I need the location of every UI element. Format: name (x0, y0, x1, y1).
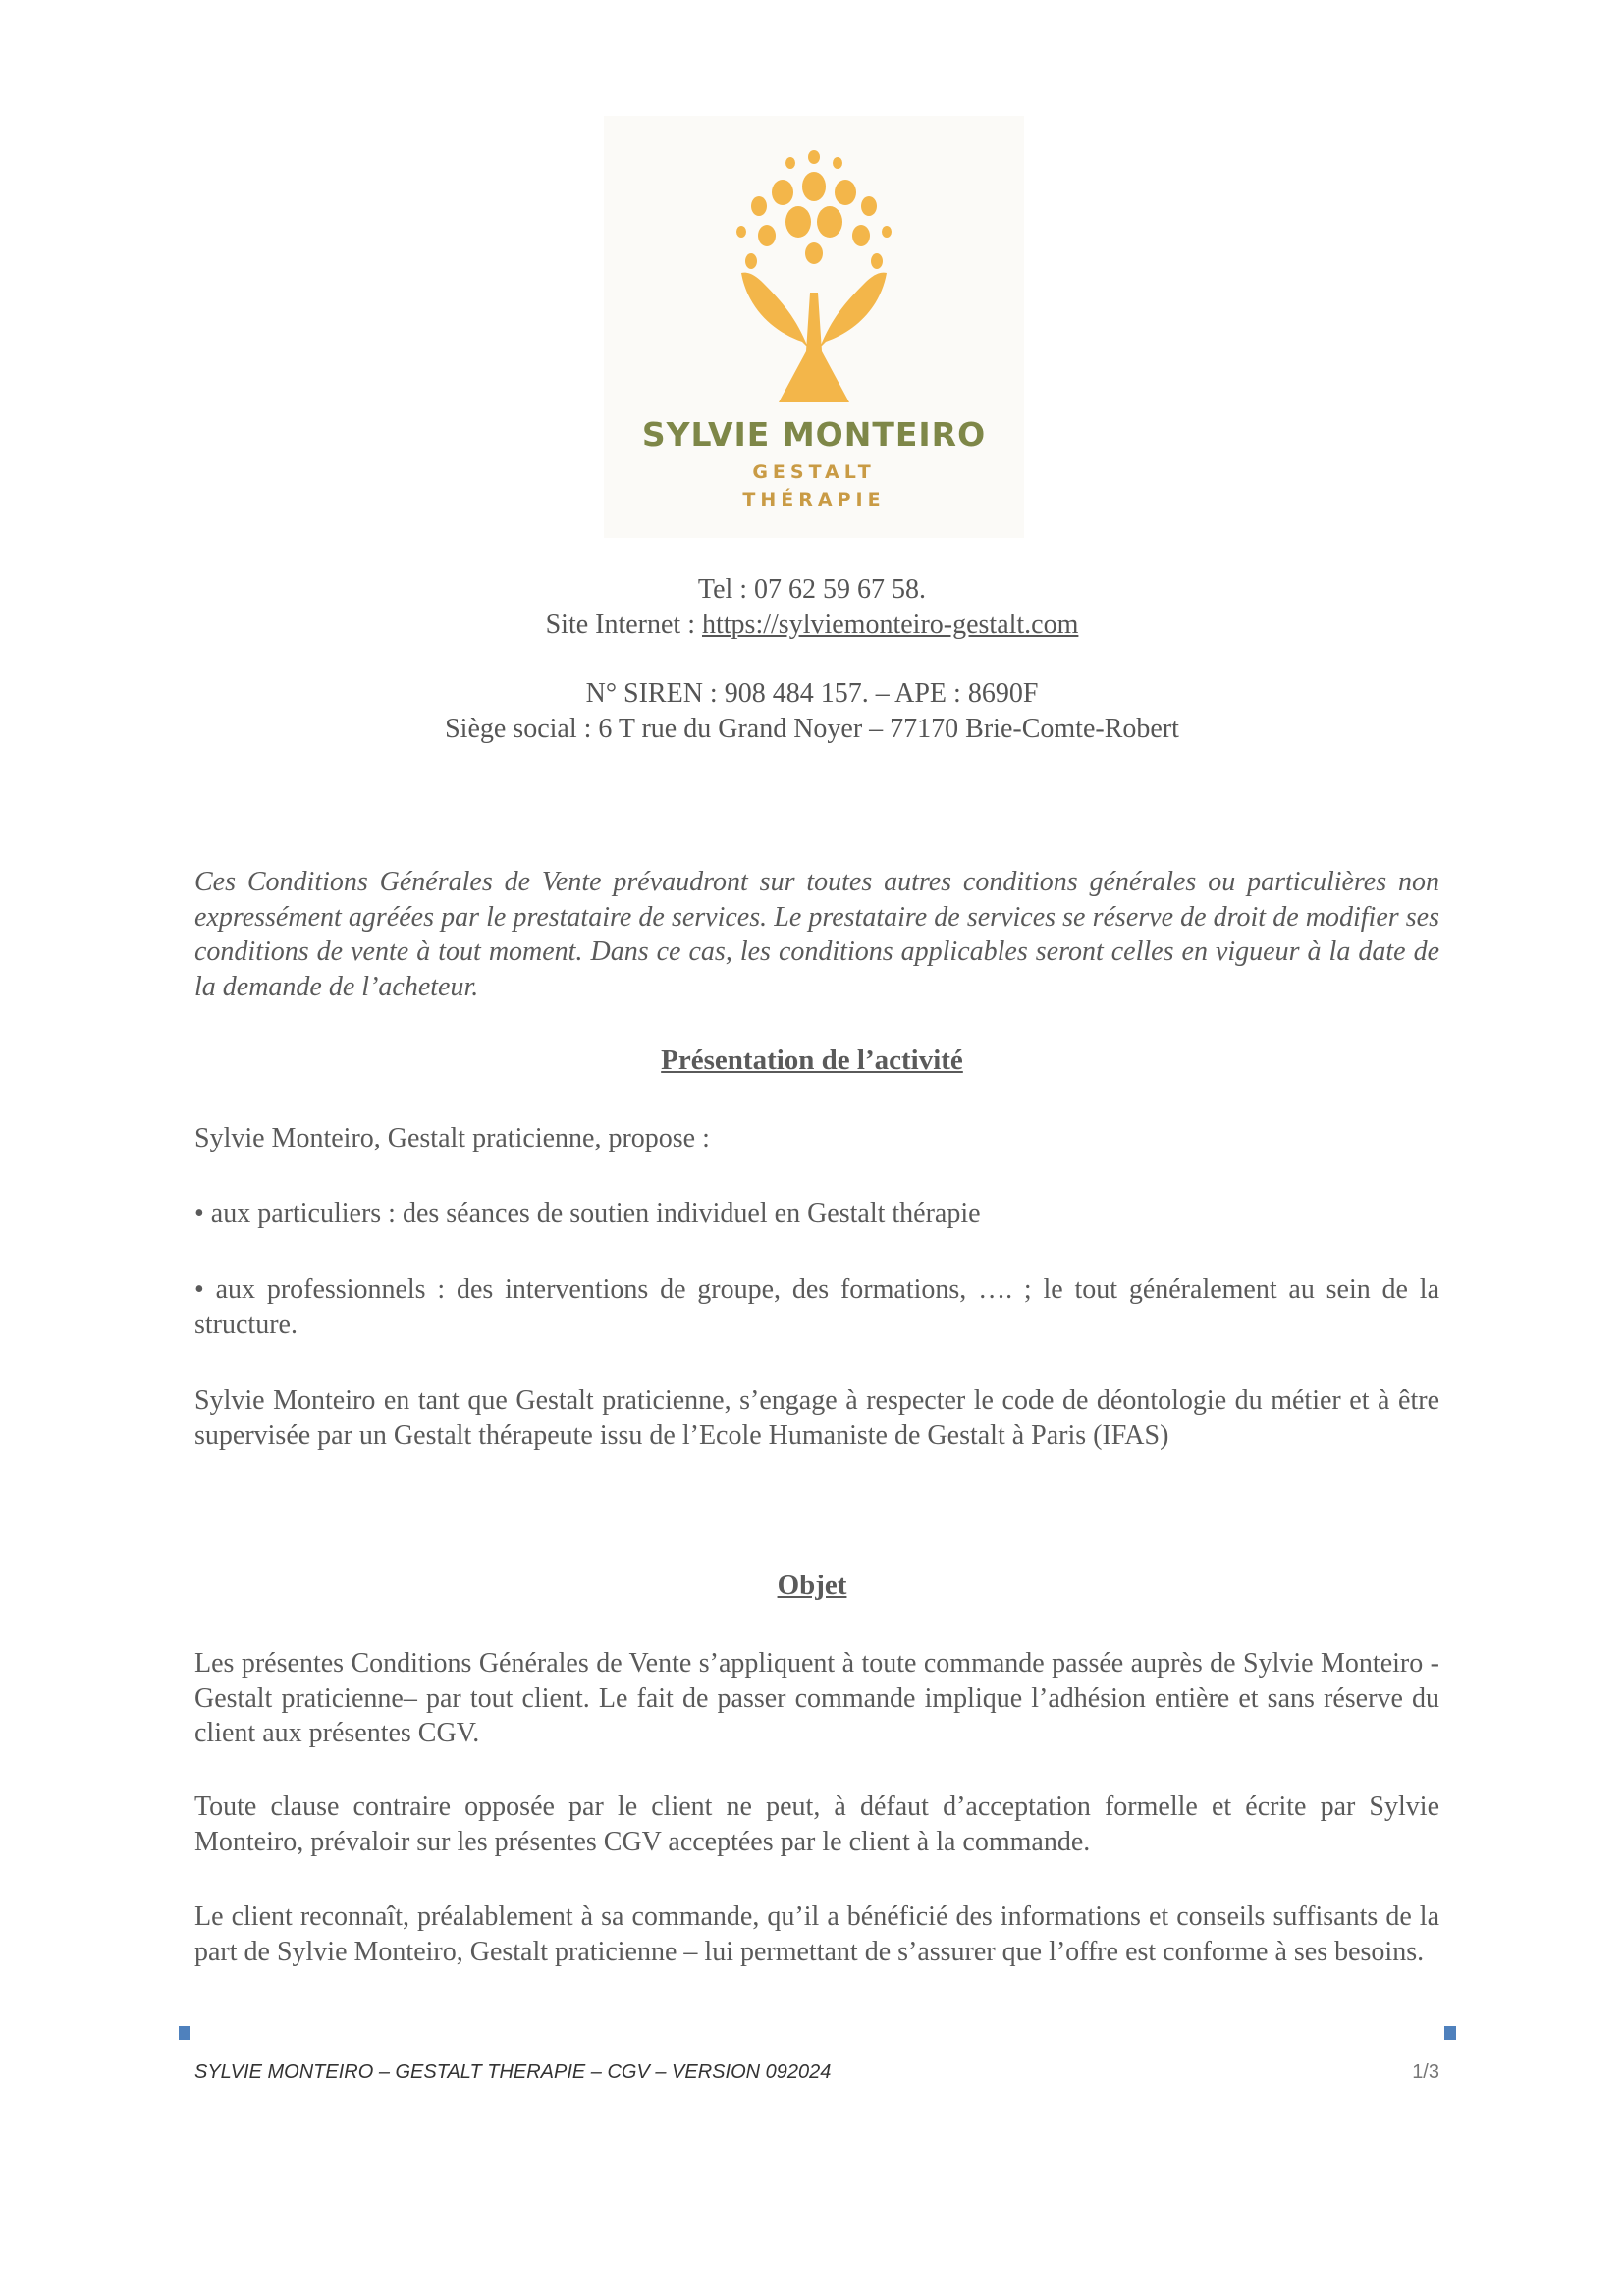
page-number: 1/3 (1412, 2061, 1439, 2083)
objet-p1: Les présentes Conditions Générales de Vente s’appliquent à toute commande passée auprès de Sylvie Monteiro - Gestalt praticienne– par tout client. Le fait de passer commande implique l’adhésion entière et sans réserve du client aux présentes CGV. (194, 1648, 1439, 1748)
contact-siege: Siège social : 6 T rue du Grand Noyer – 77170 Brie-Comte-Robert (445, 714, 1179, 744)
presentation-p3: • aux professionnels : des interventions de groupe, des formations, …. ; le tout généralement au sein de la structure. (194, 1274, 1439, 1340)
objet-p2: Toute clause contraire opposée par le client ne peut, à défaut d’acceptation formelle et écrite par Sylvie Monteiro, prévaloir sur les présentes CGV acceptées par le client à la commande. (194, 1791, 1439, 1857)
logo-subtitle-gestalt: GESTALT (752, 461, 876, 483)
contact-site (0, 608, 1624, 643)
margin-marker-left (179, 2026, 190, 2040)
contact-siren: N° SIREN : 908 484 157. – APE : 8690F (585, 678, 1039, 709)
presentation-p4: Sylvie Monteiro en tant que Gestalt praticienne, s’engage à respecter le code de déontologie du métier et à être supervisée par un Gestalt thérapeute issu de l’Ecole Humaniste de Gestalt à Paris (IFAS) (194, 1385, 1439, 1451)
footer-title: SYLVIE MONTEIRO – GESTALT THERAPIE – CGV – VERSION 092024 (194, 2061, 832, 2083)
objet-p3: Le client reconnaît, préalablement à sa commande, qu’il a bénéficié des informations et conseils suffisants de la part de Sylvie Monteiro, Gestalt praticienne – lui permettant de s’assurer que l’offre est conforme à ses besoins. (194, 1901, 1439, 1967)
logo-name: SYLVIE MONTEIRO (641, 415, 987, 454)
contact-tel: Tel : 07 62 59 67 58. (697, 574, 927, 605)
presentation-p1: Sylvie Monteiro, Gestalt praticienne, propose : (194, 1123, 710, 1153)
site-label: Site Internet : (545, 610, 702, 640)
logo-subtitle-therapie: THÉRAPIE (742, 489, 886, 510)
margin-marker-right (1444, 2026, 1456, 2040)
logo (604, 116, 1024, 538)
presentation-p2: • aux particuliers : des séances de soutien individuel en Gestalt thérapie (194, 1199, 981, 1229)
site-link[interactable]: https://sylviemonteiro-gestalt.com (702, 610, 1079, 640)
section-title-presentation: Présentation de l’activité (661, 1044, 963, 1076)
tree-hands-logo-icon (702, 145, 926, 410)
intro-paragraph: Ces Conditions Générales de Vente prévaudront sur toutes autres conditions générales ou particulières non expressément agréées par le prestataire de services. Le prestataire de services se réserve de droit de modifier ses conditions de vente à tout moment. Dans ce cas, les conditions applicables seront celles en vigueur à la date de la demande de l’acheteur. (194, 867, 1439, 1002)
section-title-objet: Objet (777, 1570, 847, 1601)
